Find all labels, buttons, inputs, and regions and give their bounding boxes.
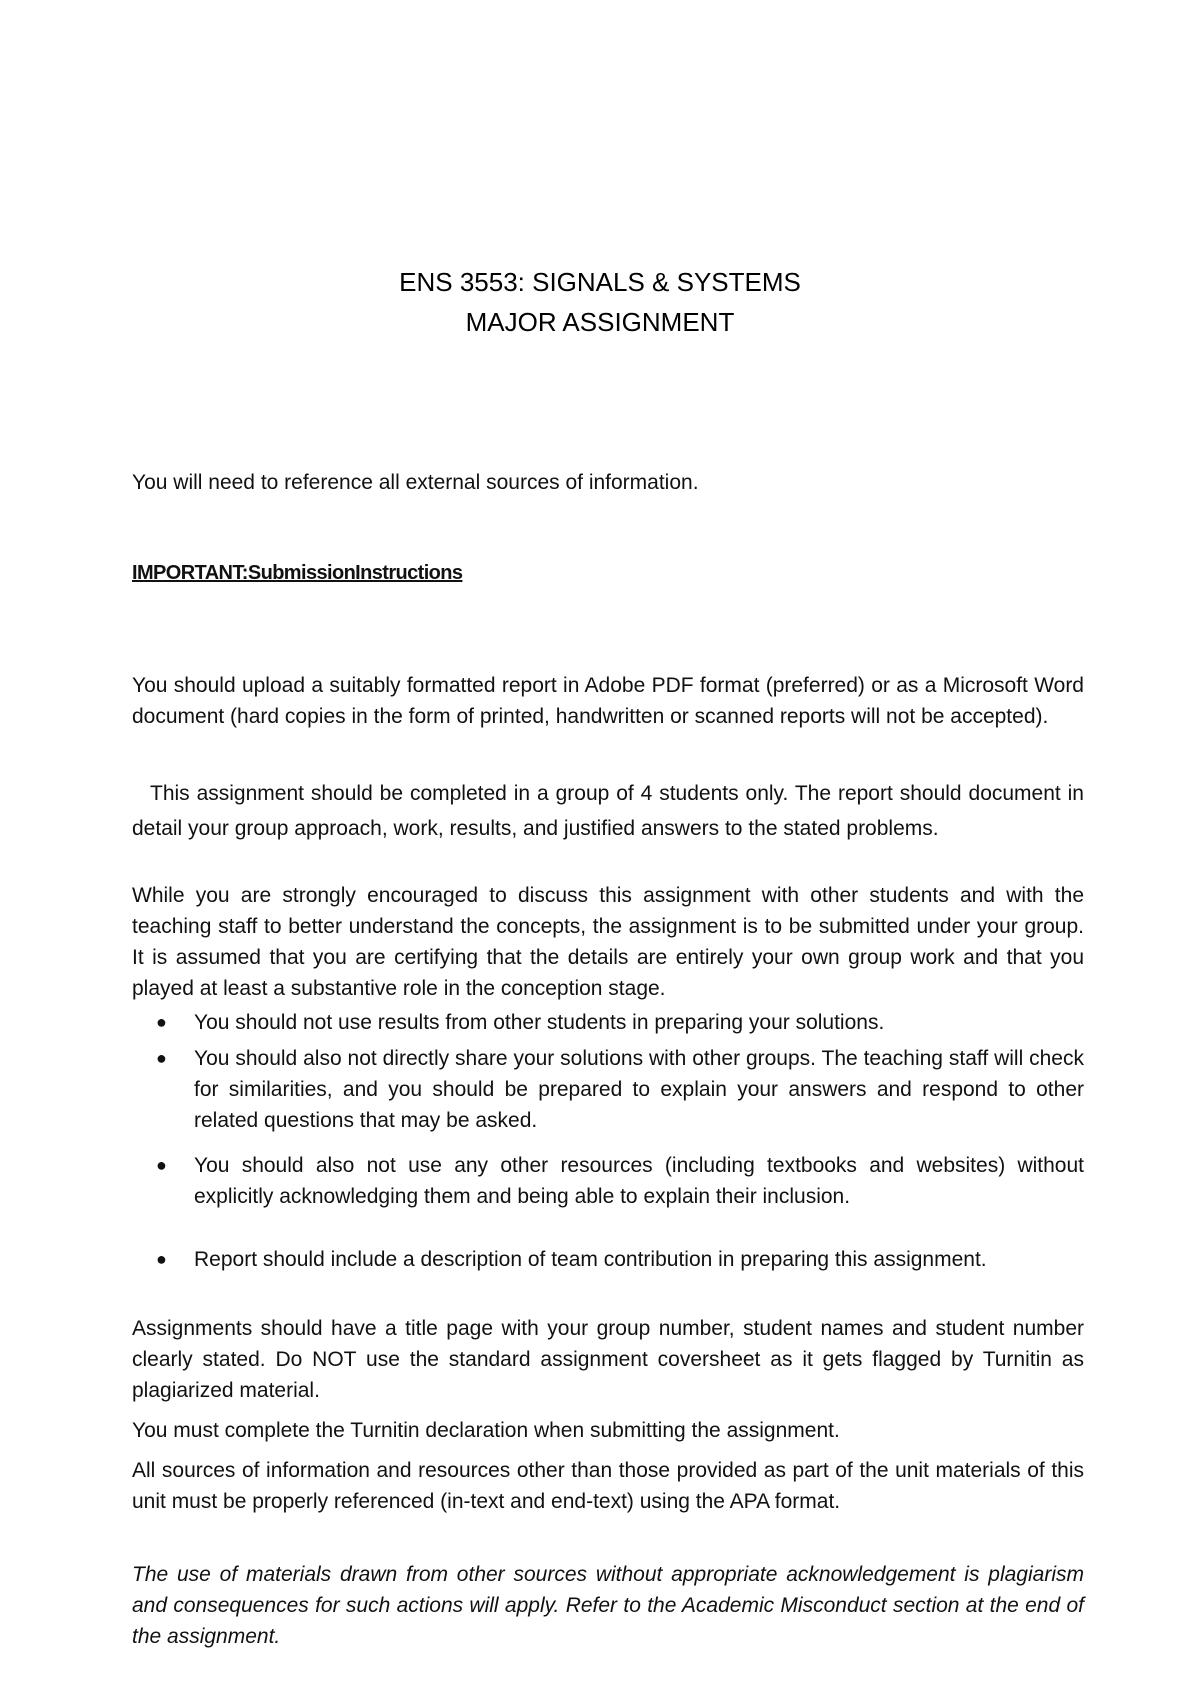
paragraph-title-page: Assignments should have a title page with your group number, student names and student number clearly stated. Do NOT use the standard assignment coversheet as it gets flagged by Turnitin as plagiarized material. xyxy=(132,1317,1084,1402)
paragraph-upload-format: You should upload a suitably formatted report in Adobe PDF format (preferred) or as a Microsoft Word document (hard copies in the form of printed, handwritten or scanned reports will not be accepted). xyxy=(132,674,1084,728)
list-item xyxy=(132,1244,1084,1275)
list-item xyxy=(132,1043,1084,1136)
paragraph-integrity: While you are strongly encouraged to discuss this assignment with other students and with the teaching staff to better understand the concepts, the assignment is to be submitted under your group. It is assumed that you are certifying that the details are entirely your own group work and that you played at least a substantive role in the conception stage. xyxy=(132,884,1084,1000)
bullet-icon: ● xyxy=(156,1249,167,1269)
assignment-title: MAJOR ASSIGNMENT xyxy=(465,307,735,337)
list-item-text: You should also not use any other resources (including textbooks and websites) without explicitly acknowledging them and being able to explain their inclusion. xyxy=(194,1154,1084,1208)
bullet-icon: ● xyxy=(156,1012,167,1032)
paragraph-referencing: All sources of information and resources other than those provided as part of the unit materials of this unit must be properly referenced (in-text and end-text) using the APA format. xyxy=(132,1459,1084,1513)
list-item-text: Report should include a description of team contribution in preparing this assignment. xyxy=(194,1248,987,1271)
submission-heading: IMPORTANT:SubmissionInstructions xyxy=(132,562,463,584)
bullet-icon: ● xyxy=(156,1155,167,1175)
bullet-icon: ● xyxy=(156,1048,167,1068)
paragraph-group-size: This assignment should be completed in a group of 4 students only. The report should document in detail your group approach, work, results, and justified answers to the stated problems. xyxy=(132,782,1084,840)
plagiarism-warning: The use of materials drawn from other sources without appropriate acknowledgement is plagiarism and consequences for such actions will apply. Refer to the Academic Misconduct section at the end of the assignment. xyxy=(132,1563,1084,1648)
course-title: ENS 3553: SIGNALS & SYSTEMS xyxy=(399,267,801,297)
list-item-text: You should not use results from other students in preparing your solutions. xyxy=(194,1011,885,1034)
list-item xyxy=(132,1007,1084,1038)
list-item xyxy=(132,1150,1084,1212)
paragraph-turnitin: You must complete the Turnitin declaration when submitting the assignment. xyxy=(132,1419,840,1442)
list-item-text: You should also not directly share your solutions with other groups. The teaching staff will check for similarities, and you should be prepared to explain your answers and respond to other related questions that may be asked. xyxy=(194,1047,1084,1132)
reference-note: You will need to reference all external sources of information. xyxy=(132,471,699,494)
title-block xyxy=(0,262,1200,342)
